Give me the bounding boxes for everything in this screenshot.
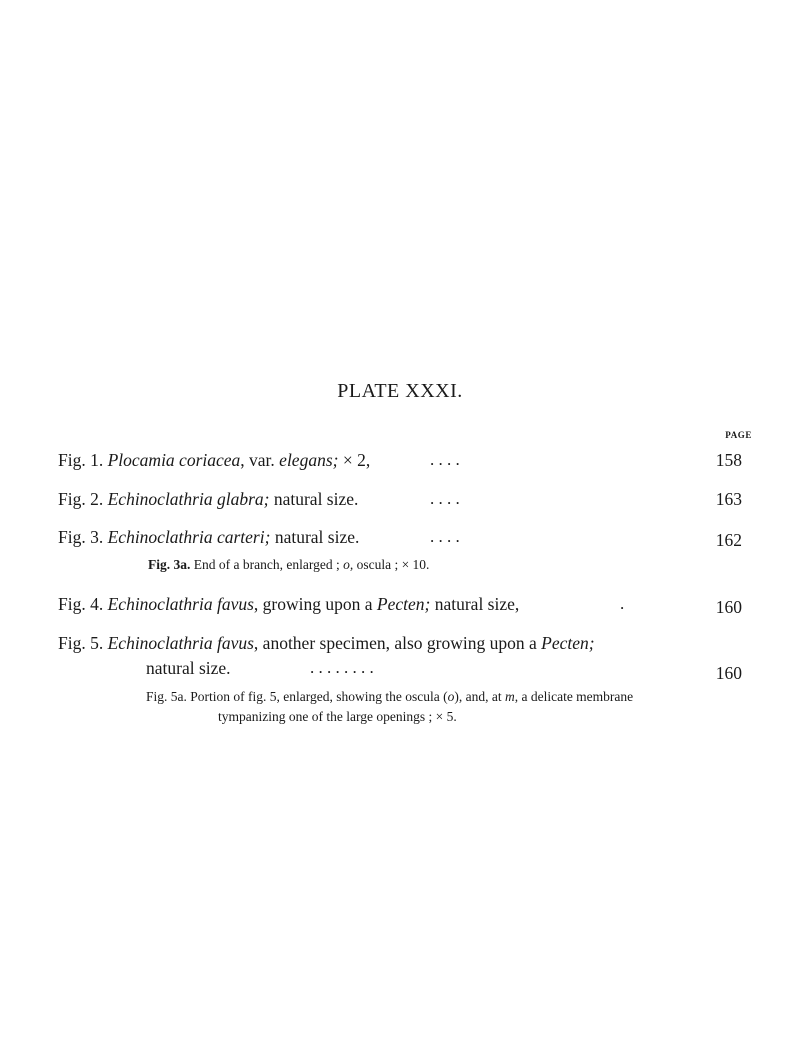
figure-caption-part: natural size, — [430, 594, 520, 614]
figure-label: Fig. 3. — [58, 527, 104, 547]
figure-entry-1 — [58, 450, 742, 471]
figure-caption-part: Echinoclathria favus — [107, 633, 254, 653]
page-number: 162 — [715, 530, 742, 550]
figure-label: Fig. 5. — [58, 633, 104, 653]
sub-figure-caption-part: Portion of fig. 5, enlarged, showing the oscula ( — [190, 689, 448, 704]
sub-figure-label: Fig. 5a. — [146, 689, 187, 704]
figure-caption-part: × 2, — [338, 450, 371, 470]
figure-caption-part: Echinoclathria glabra; — [107, 489, 270, 509]
leader-dots: . . . . — [430, 489, 460, 508]
figure-label: Fig. 2. — [58, 489, 104, 509]
figure-caption-part: , var. — [240, 450, 280, 470]
figure-caption-part: Plocamia coriacea — [107, 450, 241, 470]
plate-title: PLATE XXXI. — [337, 380, 463, 402]
page-number: 160 — [715, 597, 742, 617]
leader-dots: . — [620, 594, 625, 613]
sub-figure-caption-part: , a delicate membrane — [514, 689, 634, 704]
continuation-text: natural size. — [146, 658, 231, 678]
figure-caption-part: elegans; — [279, 450, 339, 470]
page-number: 160 — [715, 663, 742, 683]
sub-figure-caption-part: oscula ; × 10. — [353, 557, 430, 572]
sub-figure-caption-part: m — [504, 689, 515, 704]
sub-figure-3a — [148, 557, 429, 573]
figure-caption-part: Echinoclathria favus — [107, 594, 254, 614]
sub-figure-caption-part: o — [447, 689, 455, 704]
figure-caption-part: Echinoclathria carteri; — [107, 527, 271, 547]
figure-label: Fig. 4. — [58, 594, 104, 614]
figure-entry-3 — [58, 527, 742, 548]
figure-entry-4 — [58, 594, 742, 615]
figure-entry-2 — [58, 489, 742, 510]
figure-entry-5 — [58, 633, 742, 654]
sub-figure-caption-part: o, — [343, 557, 354, 572]
figure-caption-part: natural size. — [270, 527, 360, 547]
figure-caption-part: , growing upon a — [253, 594, 377, 614]
sub-figure-5a — [146, 689, 633, 705]
sub-figure-caption-part: End of a branch, enlarged ; — [193, 557, 344, 572]
leader-dots: . . . . — [430, 450, 460, 469]
leader-dots: . . . . — [430, 527, 460, 546]
page-number: 158 — [715, 450, 742, 470]
sub-figure-5a-continuation: tympanizing one of the large openings ; × 5. — [218, 709, 457, 724]
page-column-header: PAGE — [725, 430, 752, 440]
figure-caption-part: natural size. — [269, 489, 359, 509]
figure-caption-part: Pecten; — [376, 594, 431, 614]
figure-label: Fig. 1. — [58, 450, 104, 470]
sub-figure-label: Fig. 3a. — [148, 557, 191, 572]
leader-dots: . . . . . . . . — [310, 658, 374, 677]
figure-caption-part: , another specimen, also growing upon a — [253, 633, 542, 653]
figure-caption-part: Pecten; — [541, 633, 595, 653]
page-number: 163 — [715, 489, 742, 509]
sub-figure-caption-part: ), and, at — [454, 689, 505, 704]
